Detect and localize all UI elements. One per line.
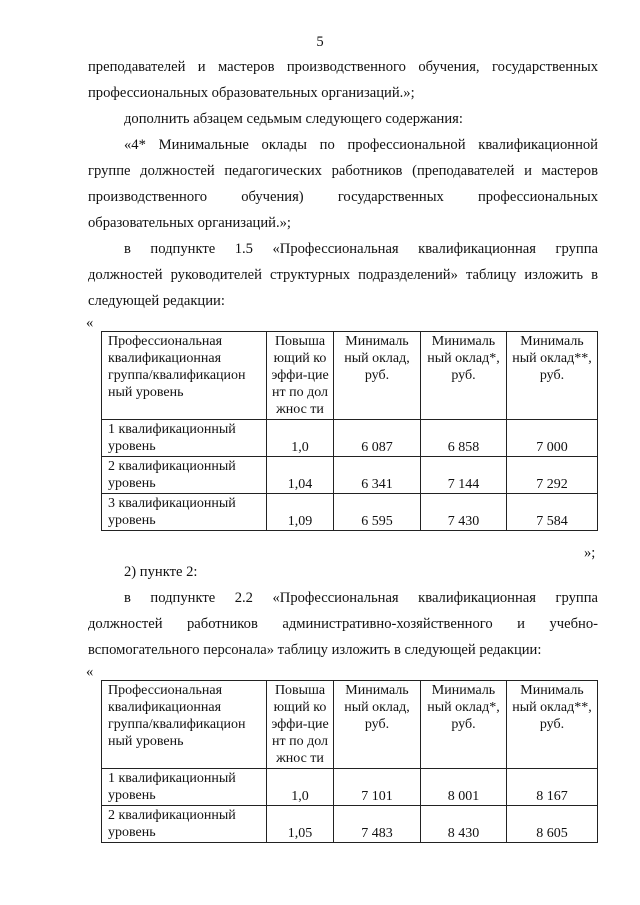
text-line: группе должностей педагогических работников (преподавателей и мастеров	[88, 163, 598, 179]
paragraph-2: дополнить абзацем седьмым следующего содержания:	[124, 111, 463, 127]
header-min-salary-double-star: Минималь ный оклад**, руб.	[507, 681, 598, 769]
header-coefficient: Повыша ющий коэффи-циент по должнос ти	[267, 332, 334, 420]
header-min-salary: Минималь ный оклад, руб.	[334, 332, 421, 420]
level-cell: 1 квалификационный уровень	[102, 769, 267, 806]
min-salary-double-star-cell: 7 292	[507, 457, 598, 494]
table-row	[102, 769, 598, 806]
min-salary-cell: 6 087	[334, 420, 421, 457]
min-salary-cell: 6 341	[334, 457, 421, 494]
min-salary-star-cell: 8 430	[421, 806, 507, 843]
coefficient-cell: 1,0	[267, 420, 334, 457]
closing-quote: »;	[584, 545, 596, 561]
table-header-row	[102, 332, 598, 420]
min-salary-star-cell: 8 001	[421, 769, 507, 806]
min-salary-double-star-cell: 7 000	[507, 420, 598, 457]
level-cell: 3 квалификационный уровень	[102, 494, 267, 531]
min-salary-cell: 7 101	[334, 769, 421, 806]
text-line: производственного обучения) государственных профессиональных	[88, 189, 598, 205]
min-salary-star-cell: 7 430	[421, 494, 507, 531]
text-line: в подпункте 1.5 «Профессиональная квалификационная группа	[124, 241, 598, 257]
min-salary-cell: 7 483	[334, 806, 421, 843]
header-qualification-group: Профессиональная квалификационная группа/квалификацион ный уровень	[102, 332, 267, 420]
coefficient-cell: 1,09	[267, 494, 334, 531]
coefficient-cell: 1,0	[267, 769, 334, 806]
text-line: профессиональных образовательных организаций.»;	[88, 85, 415, 101]
table-row	[102, 457, 598, 494]
text-line: в подпункте 2.2 «Профессиональная квалификационная группа	[124, 590, 598, 606]
min-salary-double-star-cell: 8 605	[507, 806, 598, 843]
header-min-salary-double-star: Минималь ный оклад**, руб.	[507, 332, 598, 420]
table-header-row	[102, 681, 598, 769]
min-salary-double-star-cell: 8 167	[507, 769, 598, 806]
text-line: преподавателей и мастеров производственного обучения, государственных	[88, 59, 598, 75]
header-qualification-group: Профессиональная квалификационная группа/квалификацион ный уровень	[102, 681, 267, 769]
qualification-table-2	[101, 680, 598, 843]
level-cell: 1 квалификационный уровень	[102, 420, 267, 457]
table-row	[102, 806, 598, 843]
text-line: «4* Минимальные оклады по профессиональной квалификационной	[124, 137, 598, 153]
text-line: образовательных организаций.»;	[88, 215, 291, 231]
opening-quote: «	[86, 315, 94, 331]
level-cell: 2 квалификационный уровень	[102, 457, 267, 494]
page-number: 5	[316, 34, 324, 50]
min-salary-star-cell: 6 858	[421, 420, 507, 457]
level-cell: 2 квалификационный уровень	[102, 806, 267, 843]
header-min-salary-star: Минималь ный оклад*, руб.	[421, 681, 507, 769]
table-row	[102, 420, 598, 457]
header-min-salary-star: Минималь ный оклад*, руб.	[421, 332, 507, 420]
text-line: следующей редакции:	[88, 293, 225, 309]
min-salary-double-star-cell: 7 584	[507, 494, 598, 531]
table-row	[102, 494, 598, 531]
opening-quote: «	[86, 664, 94, 680]
paragraph-5: 2) пункте 2:	[124, 564, 198, 580]
header-coefficient: Повыша ющий коэффи-циент по должнос ти	[267, 681, 334, 769]
coefficient-cell: 1,04	[267, 457, 334, 494]
text-line: вспомогательного персонала» таблицу изложить в следующей редакции:	[88, 642, 542, 658]
text-line: должностей руководителей структурных подразделений» таблицу изложить в	[88, 267, 598, 283]
text-line: должностей работников административно-хозяйственного и учебно-	[88, 616, 598, 632]
min-salary-star-cell: 7 144	[421, 457, 507, 494]
min-salary-cell: 6 595	[334, 494, 421, 531]
qualification-table-1	[101, 331, 598, 531]
header-min-salary: Минималь ный оклад, руб.	[334, 681, 421, 769]
coefficient-cell: 1,05	[267, 806, 334, 843]
